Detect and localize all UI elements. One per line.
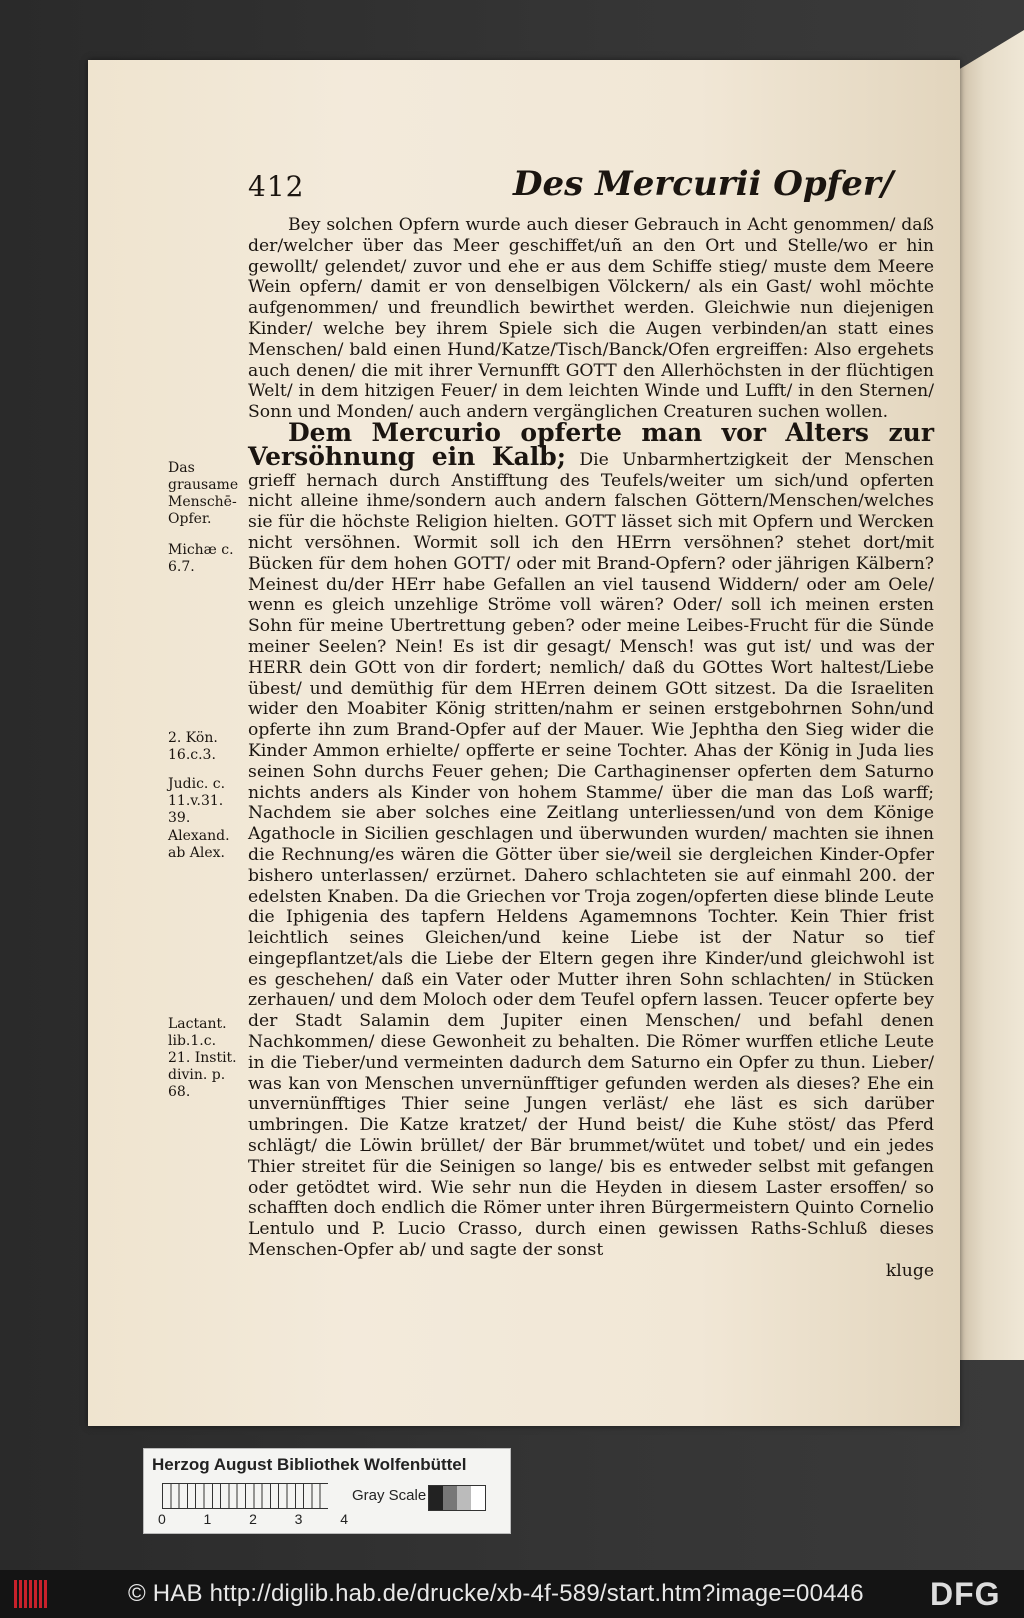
paragraph-2-lead: Dem Mercurio opferte man vor Alters zur Versöhnung ein Kalb;	[248, 417, 934, 471]
ruler-number: 2	[249, 1511, 257, 1527]
barcode-icon	[14, 1580, 48, 1608]
ruler-number: 4	[340, 1511, 348, 1527]
paragraph-2-body: Die Unbarmhertzigkeit der Menschen grieff hernach durch Anstifftung des Teufels/weiter um sich/und opferten nicht alleine ihme/sondern auch andern falschen Göttern/Menschen/welches sie für die höchste Religion hielten. GOTT lässet sich mit Opfern und Wercken nicht versöhnen. Wormit soll ich den HErrn versöhnen? stehet dort/mit Bücken für dem hohen GOTT/ oder mit Brand-Opfern? oder jährigen Kälbern? Meinest du/der HErr habe Gefallen an viel tausend Widdern/ oder am Oele/ wenn es gleich unzehlige Ströme voll wären? Oder/ soll ich meinen ersten Sohn für meine Ubertrettung geben? oder meine Leibes-Frucht für die Sünde meiner Seelen? Nein! Es ist dir gesagt/ Mensch! was gut ist/ und was der HERR dein GOtt von dir fordert; nemlich/ daß du GOttes Wort haltest/Liebe übest/ und demüthig für dem HErren deinem GOtt sitzest. Da die Israeliten wider den Moabiter König stritten/nahm er seinen erstgebohrnen Sohn/und opferte ihn zum Brand-Opfer auf der Mauer. Wie Jephtha den Sieg wider die Kinder Ammon erhielte/ opfferte er seine Tochter. Ahas der König in Juda lies seinen Sohn durchs Feuer gehen; Die Carthaginenser opferten dem Saturno nichts anders als Kinder von hohem Stamme/ über die man das Loß warff; Nachdem sie aber solches eine Zeitlang unterliessen/und von dem Könige Agathocle in Sicilien geschlagen und überwunden wurden/ machten sie ihnen die Rechnung/es wären die Götter über sie/weil sie dergleichen Kinder-Opfer bishero unterlassen/ erzürnet. Dahero schlachteten sie auf einmahl 200. der edelsten Knaben. Da die Griechen vor Troja zogen/opferten diese blinde Leute die Iphigenia des tapfern Heldens Agamemnons Tochter. Kein Thier frist leichtlich seines Gleichen/und keine Liebe ist der Natur so tief eingepflantzet/als die Liebe der Eltern gegen ihre Kinder/und gleichwohl ist es geschehen/ daß ein Vater oder Mutter ihren Sohn schlachten/ in Stücken zerhauen/ und dem Moloch oder dem Teufel opfern lassen. Teucer opferte bey der Stadt Salamin dem Jupiter einen Menschen/ und befahl denen Nachkommen/ diese Gewonheit zu behalten. Die Römer wurffen etliche Leute in die Tieber/und vermeinten dadurch dem Saturno ein Opfer zu thun. Lieber/ was kan von Menschen unvernünfftiger gefunden werden als dieses? Ehe ein unvernünfftiges Thier seine Jungen verläst/ ehe läst es sich darüber umbringen. Die Katze kratzet/ der Hund beist/ die Kuhe stöst/ das Pferd schlägt/ die Löwin brüllet/ der Bär brummet/wütet und tobet/ und ein jedes Thier streitet für die Seinigen so lange/ bis es entweder selbst mit gefangen oder getödtet wird. Wie sehr nun die Heyden in diesem Laster ersoffen/ so schafften doch endlich die Römer unter ihren Bürgermeistern Quinto Cornelio Lentulo und P. Lucio Crasso, durch einen gewissen Raths-Schluß dieses Menschen-Opfer ab/ und sagte der sonst	[248, 449, 934, 1261]
gray-scale-label: Gray Scale	[352, 1487, 427, 1504]
body-text	[248, 215, 934, 1282]
footer-copyright-link[interactable]: © HAB http://diglib.hab.de/drucke/xb-4f-589/start.htm?image=00446	[128, 1580, 864, 1607]
margin-note: Michæ c. 6.7.	[168, 542, 234, 575]
library-name: Herzog August Bibliothek Wolfenbüttel	[152, 1455, 467, 1474]
ruler-number: 1	[203, 1511, 212, 1527]
gray-scale-swatch	[428, 1485, 486, 1511]
ruler-icon	[162, 1483, 328, 1509]
margin-note: Judic. c. 11.v.31. 39.	[168, 776, 226, 826]
dfg-logo: DFG	[930, 1576, 1001, 1612]
page-number: 412	[248, 170, 305, 203]
margin-note: Alexand. ab Alex.	[168, 828, 230, 861]
ruler-numbers	[158, 1511, 348, 1527]
margin-note: 2. Kön. 16.c.3.	[168, 730, 218, 763]
facing-page-edge	[958, 30, 1024, 1360]
book-page	[88, 60, 960, 1426]
color-calibration-bar	[143, 1448, 511, 1534]
footer-bar	[0, 1570, 1024, 1618]
paragraph-1: Bey solchen Opfern wurde auch dieser Gebrauch in Acht genommen/ daß der/welcher über das Meer geschiffet/uñ an den Ort und Stelle/wo er hin gewollt/ gelendet/ zuvor und ehe er aus dem Schiffe stieg/ muste dem Meere Wein opfern/ damit er von denselbigen Völckern/ als ein Gast/ wohl möchte aufgenommen/ und freundlich bewirthet werden. Gleichwie nun diejenigen Kinder/ welche bey ihrem Spiele sich die Augen verbinden/an statt eines Menschen/ bald einen Hund/Katze/Tisch/Banck/Ofen ergreiffen: Also ergehets auch denen/ die mit ihrer Vernunfft GOTT den Allerhöchsten in der flüchtigen Welt/ in dem hitzigen Feuer/ in dem leichten Winde und Lufft/ in den Sternen/ Sonn und Monden/ auch andern vergänglichen Creaturen suchen wollen.	[248, 215, 934, 423]
paragraph-2	[248, 417, 934, 1261]
margin-note: Das grausame Menschē-Opfer.	[168, 460, 239, 527]
running-head: Des Mercurii Opfer/	[513, 164, 894, 204]
ruler-number: 0	[158, 1511, 166, 1527]
ruler-number: 3	[294, 1511, 303, 1527]
catchword: kluge	[885, 1260, 934, 1281]
margin-note: Lactant. lib.1.c. 21. Instit. divin. p. 68.	[168, 1016, 237, 1100]
